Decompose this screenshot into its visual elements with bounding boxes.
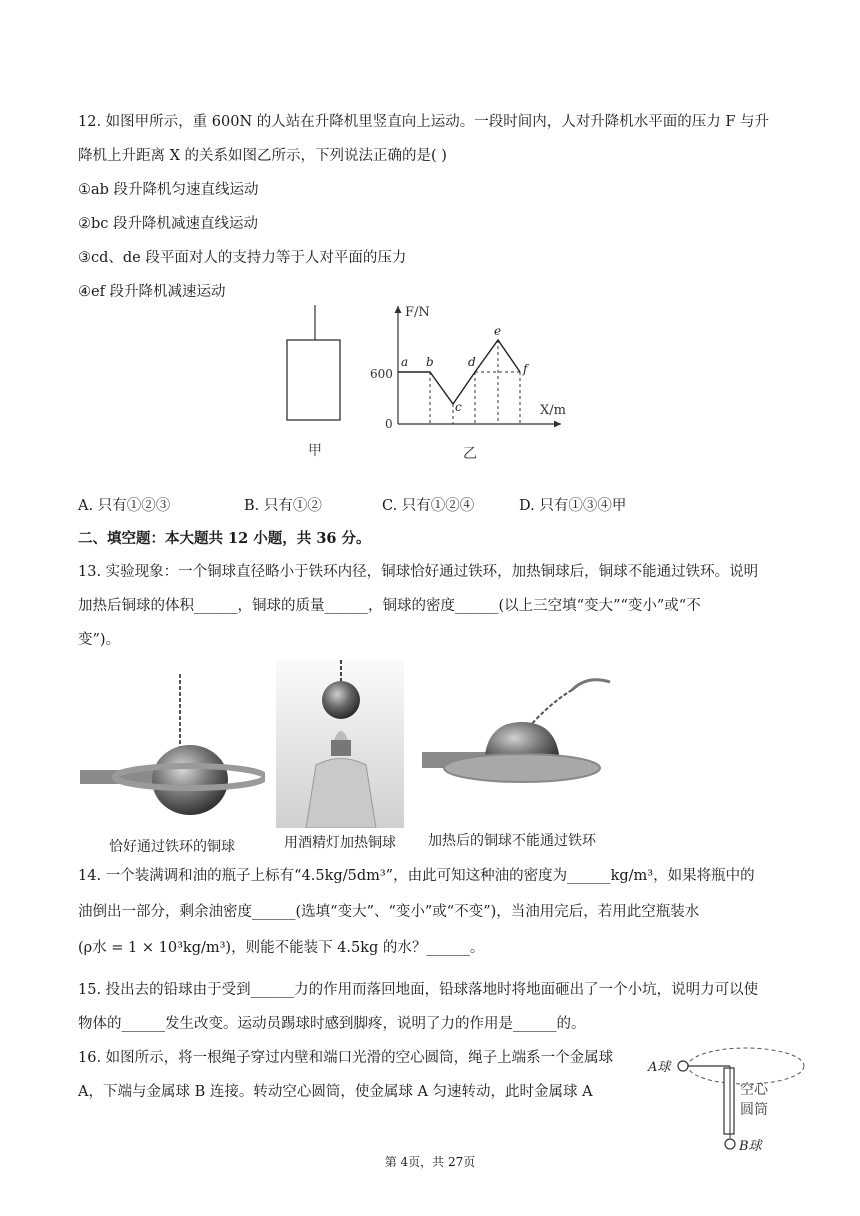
alcohol-lamp xyxy=(306,759,376,829)
section-heading: 二、填空题：本大题共 12 小题，共 36 分。 xyxy=(78,530,371,547)
point-c-label: c xyxy=(455,400,462,414)
iron-ring-2 xyxy=(444,754,600,782)
point-d-label: d xyxy=(468,355,476,369)
q12-line-2: 降机上升距离 X 的关系如图乙所示，下列说法正确的是( ) xyxy=(78,148,447,164)
point-a-label: a xyxy=(401,355,409,369)
x-axis-label: X/m xyxy=(540,403,566,418)
y-tick-600: 600 xyxy=(370,367,393,381)
q14-line-2: 油倒出一部分，剩余油密度______(选填“变大”、“变小”或“不变”)，当油用完后，若用此空瓶装水 xyxy=(78,904,700,920)
photo-caption-1: 恰好通过铁环的铜球 xyxy=(109,839,235,855)
label-ball-a: A球 xyxy=(648,1060,671,1075)
q16-line-1: 16. 如图所示，将一根绳子穿过内壁和端口光滑的空心圆筒，绳子上端系一个金属球 xyxy=(78,1050,614,1066)
y-axis-label: F/N xyxy=(405,305,430,320)
fig-jia-label: 甲 xyxy=(308,443,322,459)
photo-ball-cannot-pass xyxy=(422,660,612,820)
rotating-ball-figure xyxy=(646,1042,806,1158)
label-ball-b: B球 xyxy=(739,1139,762,1154)
photo-caption-3: 加热后的铜球不能通过铁环 xyxy=(428,833,596,849)
origin-label: 0 xyxy=(385,417,393,431)
q13-line-1: 13. 实验现象：一个铜球直径略小于铁环内径，铜球恰好通过铁环，加热铜球后，铜球不能通过铁环。说明 xyxy=(78,564,759,580)
ball-b xyxy=(725,1139,735,1149)
label-tube-2: 圆筒 xyxy=(740,1102,768,1118)
fig-yi-label: 乙 xyxy=(463,446,477,462)
option-d: D. 只有①③④甲 xyxy=(519,498,627,514)
ball-a xyxy=(678,1061,688,1071)
elevator-figure xyxy=(280,300,360,465)
option-a: A. 只有①②③ xyxy=(78,498,171,514)
label-tube-1: 空心 xyxy=(740,1082,768,1098)
force-distance-graph xyxy=(365,298,585,468)
option-c: C. 只有①②④ xyxy=(382,498,475,514)
q13-line-2: 加热后铜球的体积______，铜球的质量______，铜球的密度______(以上三空填“变大”“变小”或“不 xyxy=(78,598,701,614)
hollow-tube xyxy=(724,1068,734,1134)
copper-ball-heated xyxy=(322,681,360,719)
q14-line-3: (ρ水 = 1 × 10³kg/m³)，则能不能装下 4.5kg 的水？______。 xyxy=(78,940,485,956)
page-footer: 第 4页，共 27页 xyxy=(384,1155,476,1169)
q15-line-2: 物体的______发生改变。运动员踢球时感到脚疼，说明了力的作用是______的。 xyxy=(78,1016,586,1032)
option-b: B. 只有①② xyxy=(244,498,322,514)
point-b-label: b xyxy=(426,355,434,369)
point-e-label: e xyxy=(494,324,502,338)
q16-line-2: A，下端与金属球 B 连接。转动空心圆筒，使金属球 A 匀速转动，此时金属球 A xyxy=(78,1084,593,1100)
elevator-box xyxy=(287,340,340,420)
point-f-label: f xyxy=(523,362,528,376)
q15-line-1: 15. 投出去的铅球由于受到______力的作用而落回地面，铅球落地时将地面砸出了一个小坑，说明力可以使 xyxy=(78,982,759,998)
q14-line-1: 14. 一个装满调和油的瓶子上标有“4.5kg/5dm³”，由此可知这种油的密度为______kg/m³，如果将瓶中的 xyxy=(78,868,755,884)
photo-ball-through-ring xyxy=(80,672,265,822)
q12-statement-4: ④ef 段升降机减速运动 xyxy=(78,284,226,300)
photo-heating-ball xyxy=(276,660,404,828)
q12-statement-2: ②bc 段升降机减速直线运动 xyxy=(78,216,259,232)
photo-caption-2: 用酒精灯加热铜球 xyxy=(284,835,396,851)
copper-ball xyxy=(152,745,228,815)
q12-line-1: 12. 如图甲所示，重 600N 的人站在升降机里竖直向上运动。一段时间内，人对升降机水平面的压力 F 与升 xyxy=(78,114,770,130)
q12-statement-1: ①ab 段升降机匀速直线运动 xyxy=(78,182,259,198)
q12-statement-3: ③cd、de 段平面对人的支持力等于人对平面的压力 xyxy=(78,250,407,266)
q13-line-3: 变”)。 xyxy=(78,632,121,648)
